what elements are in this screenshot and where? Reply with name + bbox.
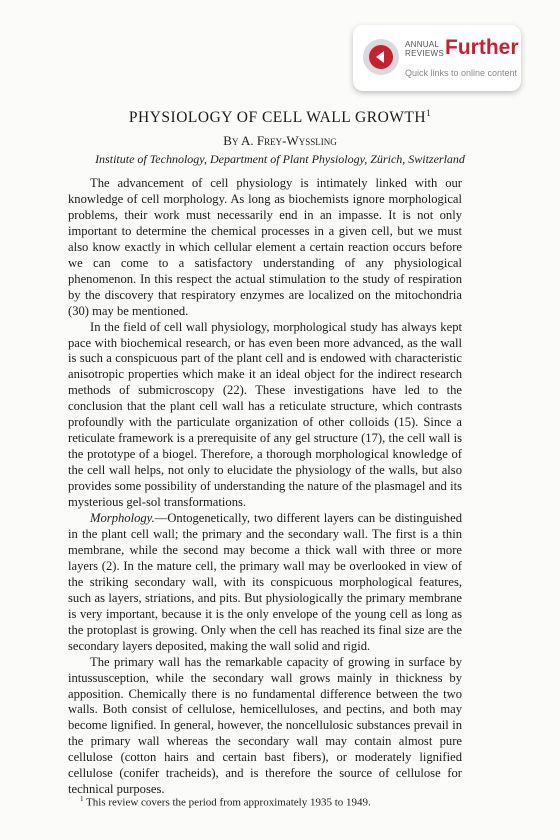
footnote-mark: 1 <box>80 795 84 803</box>
badge-brand: Further <box>445 36 519 59</box>
paragraph-2: In the field of cell wall physiology, morphological study has always kept pace with biochemical research, or has even been more advanced, as the wall is such a conspicuous part of the plant cell and is endowed with characteristic anisotropic properties which make it an ideal object for the indirect research methods of submicroscopy (22). These investigations have led to the conclusion that the plant cell wall has a reticulate structure, which contrasts profoundly with the particulate organization of other colloids (15). Since a reticulate framework is a prerequisite of any gel structure (17), the cell wall is the prototype of a biogel. Therefore, a thorough morphological knowledge of the cell wall helps, not only to elucidate the physiology of the walls, but also provides some possibility of understanding the nature of the plasmagel and its mysterious gel-sol transformations. <box>68 319 462 510</box>
paragraph-3-text: —Ontogenetically, two different layers can be distinguished in the plant cell wall; the primary and the secondary wall. The first is a thin membrane, while the second may become a thick wall with three or more layers (2). In the mature cell, the primary wall may be overlooked in view of the striking secondary wall, with its conspicuous morphological features, such as layers, striations, and pits. But physiologically the primary membrane is very important, because it is the only envelope of the young cell as long as the protoplast is growing. Only when the cell has reached its final size are the secondary layers deposited, making the wall solid and rigid. <box>68 511 462 653</box>
author-name: A. Frey-Wyssling <box>240 133 337 148</box>
title-text: PHYSIOLOGY OF CELL WALL GROWTH <box>128 109 427 127</box>
badge-publisher <box>405 40 444 58</box>
footnote <box>68 792 462 810</box>
article-body <box>68 176 462 798</box>
badge-line1: ANNUAL <box>405 40 440 49</box>
paragraph-4: The primary wall has the remarkable capacity of growing in surface by intussusception, while the secondary wall grows mainly in thickness by apposition. Chemically there is no fundamental difference between the two walls. Both consist of cellulose, hemicelluloses, and pectins, and both may become lignified. In general, however, the noncellulosic substances prevail in the primary wall whereas the secondary wall may contain almost pure cellulose (cotton hairs and certain bast fibers), or moderately lignified cellulose (conifer tracheids), and is therefore the source of cellulose for technical purposes. <box>68 654 462 797</box>
footnote-text: This review covers the period from approximately 1935 to 1949. <box>83 796 371 809</box>
author-prefix: By <box>223 133 241 148</box>
badge-line2: REVIEWS <box>405 49 444 58</box>
further-badge[interactable] <box>353 25 521 91</box>
paragraph-3 <box>68 511 462 655</box>
article-title <box>0 108 560 127</box>
title-footnote-mark[interactable]: 1 <box>426 108 432 118</box>
paragraph-1: The advancement of cell physiology is intimately linked with our knowledge of cell morphology. As long as biochemists ignore morphological problems, their work must necessarily end in an impasse. It is not only important to determine the chemical processes in a given cell, but we must also know exactly in which cellular element a certain reaction occurs before we can come to a satisfactory understanding of any physiological phenomenon. In this respect the actual stimulation to the study of respiration by the discovery that respiratory enzymes are localized on the mitochondria (30) may be mentioned. <box>68 176 462 318</box>
badge-subtitle: Quick links to online content <box>405 68 518 78</box>
play-circle-icon <box>363 39 399 75</box>
author-line <box>0 133 560 149</box>
affiliation: Institute of Technology, Department of Plant Physiology, Zürich, Switzerland <box>95 152 465 166</box>
section-heading-morphology: Morphology. <box>90 511 155 526</box>
